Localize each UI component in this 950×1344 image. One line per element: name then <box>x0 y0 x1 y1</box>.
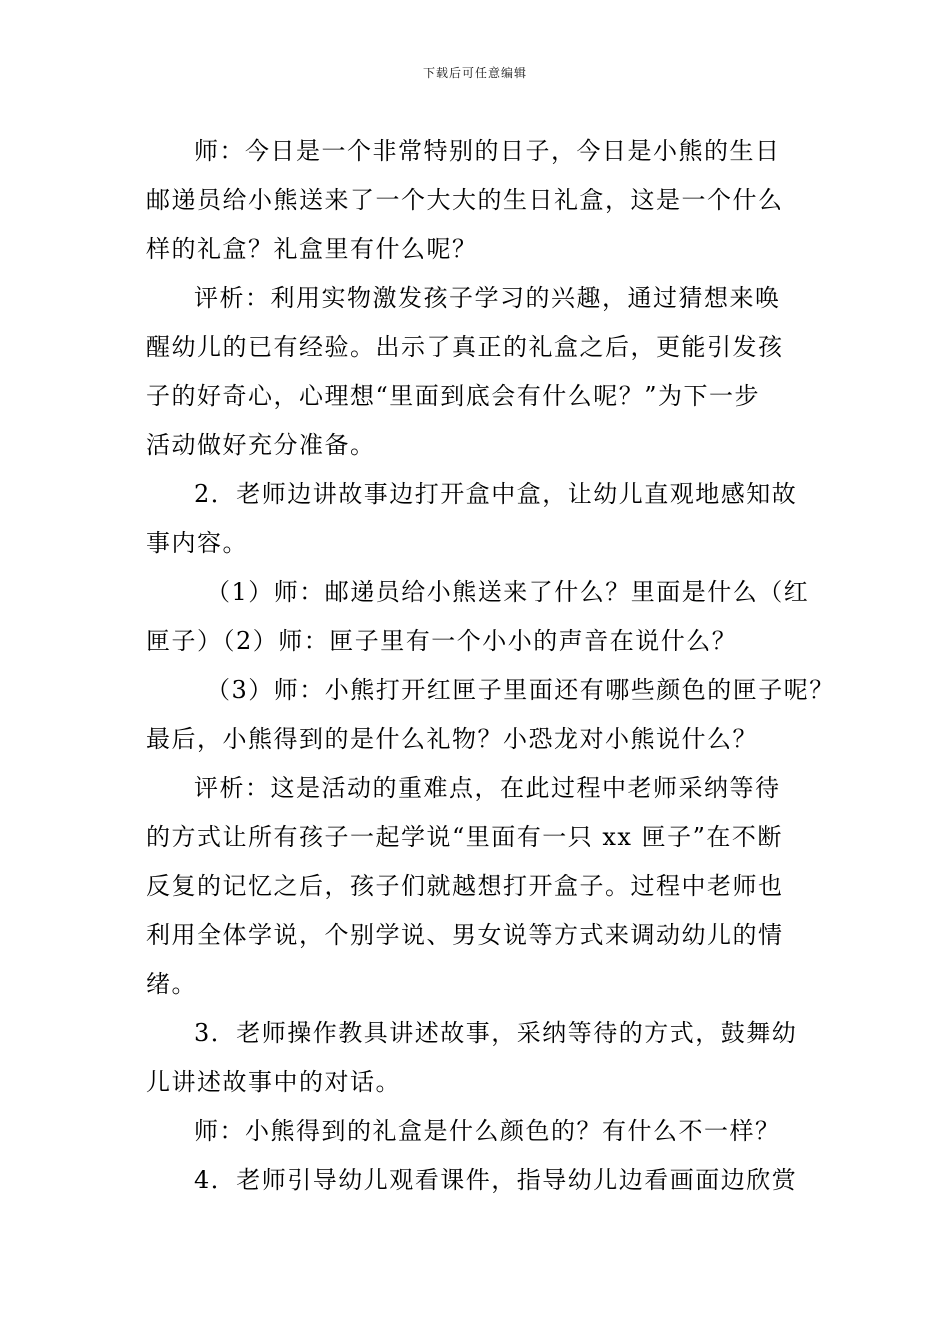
document-body <box>146 127 846 1205</box>
paragraph-line: 4．老师引导幼儿观看课件，指导幼儿边看画面边欣赏 <box>194 1166 798 1194</box>
paragraph-line: 评析：利用实物激发孩子学习的兴趣，通过猜想来唤 <box>194 284 781 312</box>
paragraph-line: 2．老师边讲故事边打开盒中盒，让幼儿直观地感知故 <box>194 480 798 508</box>
paragraph-line: 活动做好充分准备。 <box>146 431 376 459</box>
paragraph-line: 匣子）（2）师：匣子里有一个小小的声音在说什么？ <box>146 627 738 655</box>
paragraph-line: 醒幼儿的已有经验。出示了真正的礼盒之后，更能引发孩 <box>146 333 784 361</box>
paragraph-line: 邮递员给小熊送来了一个大大的生日礼盒，这是一个什么 <box>146 186 784 214</box>
paragraph-line: （3）师：小熊打开红匣子里面还有哪些颜色的匣子呢？ <box>206 676 835 704</box>
page-header: 下载后可任意编辑 <box>422 66 527 80</box>
paragraph-line: 儿讲述故事中的对话。 <box>146 1068 401 1096</box>
paragraph-line: 3．老师操作教具讲述故事，采纳等待的方式，鼓舞幼 <box>194 1019 798 1047</box>
paragraph-line: 评析：这是活动的重难点，在此过程中老师采纳等待 <box>194 774 781 802</box>
paragraph-line: 样的礼盒？礼盒里有什么呢？ <box>146 235 478 263</box>
paragraph-line: 绪。 <box>146 970 197 998</box>
paragraph-line: 师：今日是一个非常特别的日子，今日是小熊的生日 <box>194 137 781 165</box>
paragraph-line: 事内容。 <box>146 529 248 557</box>
paragraph-line: （1）师：邮递员给小熊送来了什么？里面是什么（红 <box>206 578 810 606</box>
paragraph-line: 子的好奇心，心理想“里面到底会有什么呢？”为下一步 <box>146 382 761 410</box>
paragraph-line: 反复的记忆之后，孩子们就越想打开盒子。过程中老师也 <box>146 872 784 900</box>
paragraph-line: 最后，小熊得到的是什么礼物？小恐龙对小熊说什么？ <box>146 725 758 753</box>
paragraph-line: 师：小熊得到的礼盒是什么颜色的？有什么不一样？ <box>194 1117 781 1145</box>
paragraph-line: 利用全体学说，个别学说、男女说等方式来调动幼儿的情 <box>146 921 784 949</box>
paragraph-line: 的方式让所有孩子一起学说“里面有一只 xx 匣子”在不断 <box>146 823 783 851</box>
